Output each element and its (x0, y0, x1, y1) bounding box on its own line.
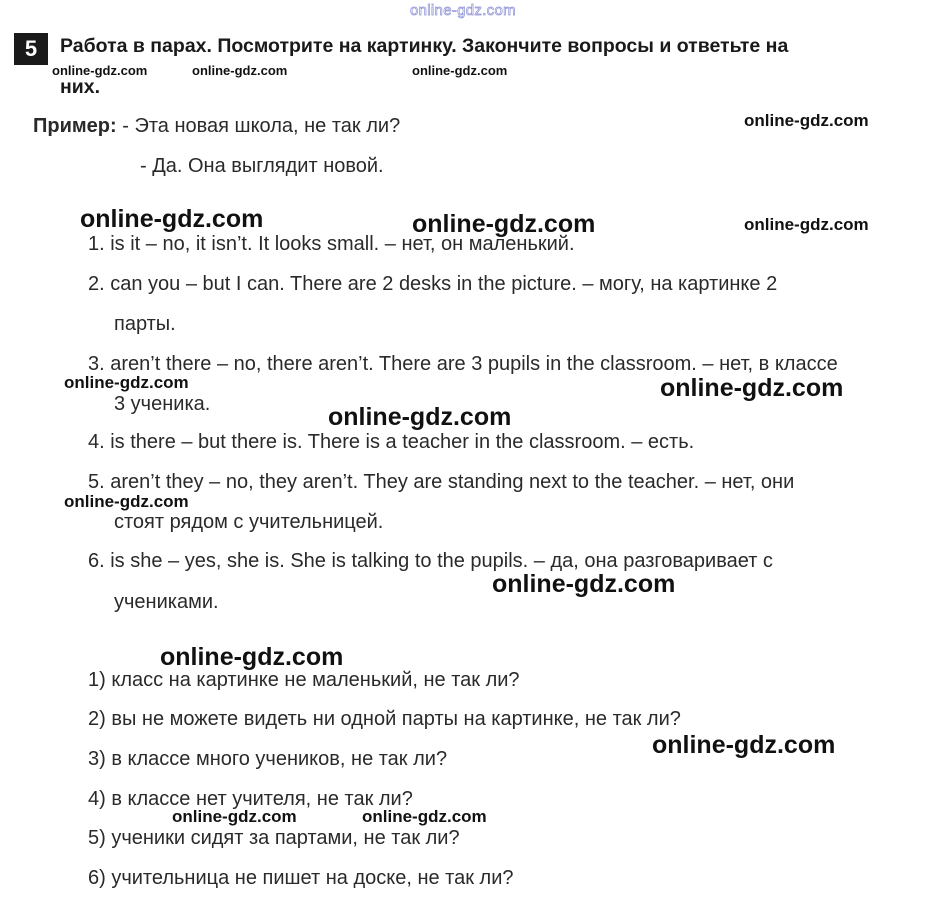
header-watermark: online-gdz.com (410, 2, 516, 19)
watermark: online-gdz.com (492, 570, 676, 598)
watermark: online-gdz.com (160, 643, 344, 671)
task-title-line-1: Работа в парах. Посмотрите на картинку. Закончите вопросы и ответьте на (60, 35, 789, 57)
watermark: online-gdz.com (172, 807, 297, 826)
task-number-badge: 5 (14, 33, 48, 65)
answer-3-continued: 3 ученика. (114, 393, 211, 415)
answer-6-continued: учениками. (114, 591, 219, 613)
translation-5: 5) ученики сидят за партами, не так ли? (88, 827, 460, 849)
watermark: online-gdz.com (328, 403, 512, 431)
answer-2: 2. can you – but I can. There are 2 desks in the picture. – могу, на картинке 2 (88, 273, 778, 295)
watermark: online-gdz.com (744, 111, 869, 130)
watermark: online-gdz.com (64, 492, 189, 511)
translation-1: 1) класс на картинке не маленький, не так ли? (88, 669, 520, 691)
example-line (33, 115, 400, 138)
translation-2: 2) вы не можете видеть ни одной парты на картинке, не так ли? (88, 708, 681, 730)
watermark: online-gdz.com (64, 373, 189, 392)
watermark: online-gdz.com (52, 63, 148, 78)
task-title-line-2: них. (60, 76, 101, 98)
watermark: online-gdz.com (652, 731, 836, 759)
example-question: - Эта новая школа, не так ли? (116, 115, 401, 137)
watermark: online-gdz.com (80, 205, 264, 233)
example-answer: - Да. Она выглядит новой. (140, 155, 384, 177)
translation-6: 6) учительница не пишет на доске, не так ли? (88, 867, 514, 889)
translation-3: 3) в классе много учеников, не так ли? (88, 748, 448, 770)
watermark: online-gdz.com (362, 807, 487, 826)
answer-4: 4. is there – but there is. There is a teacher in the classroom. – есть. (88, 431, 695, 453)
answer-3: 3. aren’t there – no, there aren’t. There are 3 pupils in the classroom. – нет, в классе (88, 353, 838, 375)
watermark: online-gdz.com (412, 63, 508, 78)
watermark: online-gdz.com (744, 215, 869, 234)
answer-2-continued: парты. (114, 313, 176, 335)
example-label: Пример: (33, 115, 117, 137)
answer-5: 5. aren’t they – no, they aren’t. They are standing next to the teacher. – нет, они (88, 471, 795, 493)
watermark: online-gdz.com (660, 374, 844, 402)
answer-6: 6. is she – yes, she is. She is talking to the pupils. – да, она разговаривает с (88, 550, 773, 572)
watermark: online-gdz.com (192, 63, 288, 78)
translation-4: 4) в классе нет учителя, не так ли? (88, 788, 413, 810)
answer-1: 1. is it – no, it isn’t. It looks small. – нет, он маленький. (88, 233, 575, 255)
watermark: online-gdz.com (412, 210, 596, 238)
answer-5-continued: стоят рядом с учительницей. (114, 511, 384, 533)
